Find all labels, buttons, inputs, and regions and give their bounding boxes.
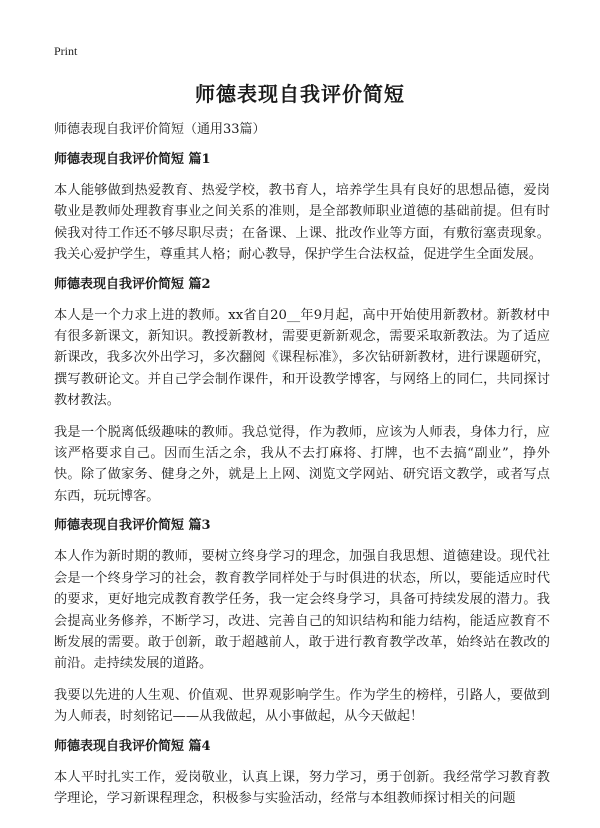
document-subtitle: 师德表现自我评价简短（通用33篇） <box>54 122 266 137</box>
print-label: Print <box>54 44 78 58</box>
section-1 <box>54 151 550 266</box>
paragraph: 本人能够做到热爱教育、热爱学校，教书育人，培养学生具有良好的思想品德，爱岗敬业是教师处理教育事业之间关系的准则，是全部教师职业道德的基础前提。但有时候我对待工作还不够尽职尽责；在备课、上课、批改作业等方面，有敷衍塞责现象。我关心爱护学生，尊重其人格；耐心教导，保护学生合法权益，促进学生全面发展。 <box>54 183 550 263</box>
section-heading: 师德表现自我评价简短 篇4 <box>54 738 211 754</box>
section-heading: 师德表现自我评价简短 篇2 <box>54 276 211 292</box>
section-2 <box>54 276 550 508</box>
section-heading: 师德表现自我评价简短 篇1 <box>54 152 211 167</box>
paragraph: 本人作为新时期的教师，要树立终身学习的理念，加强自我思想、道德建设。现代社会是一个终身学习的社会，教育教学同样处于与时俱进的状态，所以，要能适应时代的要求，更好地完成教育教学任务，我一定会终身学习，具备可持续发展的潜力。我会提高业务修养，不断学习，改进、完善自己的知识结构和能力结构，能适应教育不断发展的需要。敢于创新，敢于超越前人，敢于进行教育教学改革，始终站在教改的前沿。走持续发展的道路。 <box>54 549 550 672</box>
document-body <box>54 121 550 819</box>
document-title: 师德表现自我评价简短 <box>195 82 405 106</box>
section-heading: 师德表现自我评价简短 篇3 <box>54 518 211 534</box>
paragraph: 本人是一个力求上进的教师。xx省自20__年9月起，高中开始使用新教材。新教材中有很多新课文，新知识。教授新教材，需要更新新观念，需要采取新教法。为了适应新课改，我多次外出学习，多次翻阅《课程标准》，多次钻研新教材，进行课题研究，撰写教研论文。并自己学会制作课件，和开设教学博客，与网络上的同仁，共同探讨教材教法。 <box>54 307 550 409</box>
section-3 <box>54 517 550 727</box>
paragraph: 我是一个脱离低级趣味的教师。我总觉得，作为教师，应该为人师表，身体力行，应该严格要求自己。因而生活之余，我从不去打麻将、打牌，也不去搞“副业”，挣外快。除了做家务、健身之外，就是上上网、浏览文学网站、研究语文教学，或者写点东西，玩玩博客。 <box>54 424 550 504</box>
paragraph: 我要以先进的人生观、价值观、世界观影响学生。作为学生的榜样，引路人，要做到为人师表，时刻铭记——从我做起，从小事做起，从今天做起！ <box>54 687 550 725</box>
section-4 <box>54 738 550 810</box>
paragraph: 本人平时扎实工作，爱岗敬业，认真上课，努力学习，勇于创新。我经常学习教育教学理论，学习新课程理念，积极参与实验活动，经常与本组教师探讨相关的问题 <box>54 769 550 806</box>
